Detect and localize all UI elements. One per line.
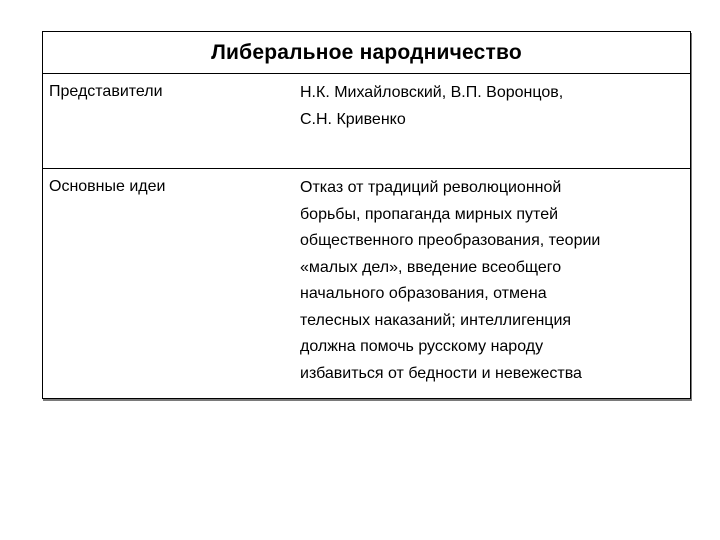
row-value-representatives	[300, 80, 685, 133]
row-label-representatives: Представители	[49, 83, 163, 100]
value-line: «малых дел», введение всеобщего	[300, 258, 562, 276]
value-line: Отказ от традиций революционной	[300, 179, 562, 196]
value-line: должна помочь русскому народу	[300, 338, 544, 355]
value-line: начального образования, отмена	[300, 285, 547, 302]
table-title: Либеральное народничество	[43, 32, 690, 74]
row-label-main-ideas: Основные идеи	[49, 178, 166, 195]
row-value-main-ideas	[300, 175, 685, 387]
info-table	[42, 31, 691, 399]
table-row-representatives	[43, 74, 690, 169]
value-line: борьбы, пропаганда мирных путей	[300, 205, 559, 223]
value-line: С.Н. Кривенко	[300, 110, 406, 128]
value-line: Н.К. Михайловский, В.П. Воронцов,	[300, 84, 564, 101]
value-line: общественного преобразования, теории	[300, 232, 601, 249]
value-line: телесных наказаний; интеллигенция	[300, 311, 572, 329]
table-row-main-ideas	[43, 169, 690, 398]
value-line: избавиться от бедности и невежества	[300, 364, 582, 382]
